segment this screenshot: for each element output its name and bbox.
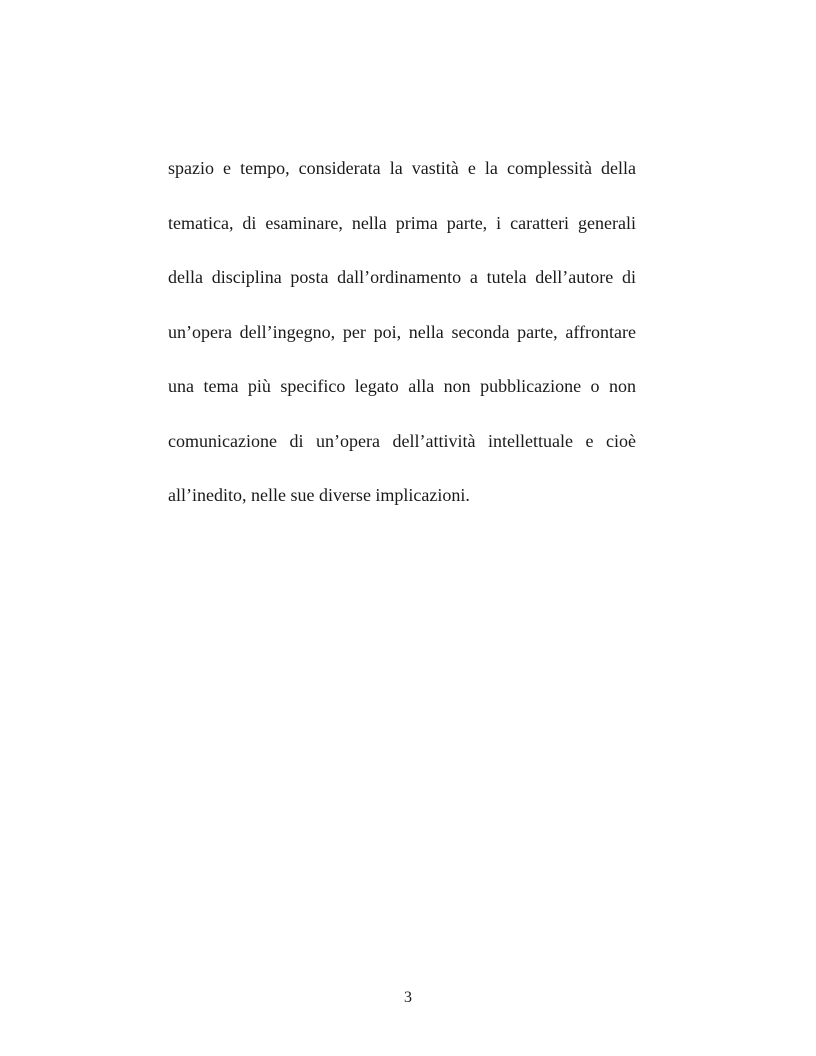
paragraph-line: della disciplina posta dall’ordinamento a tutela dell’autore di	[168, 267, 636, 287]
body-paragraph	[168, 150, 636, 532]
paragraph-line: un’opera dell’ingegno, per poi, nella seconda parte, affrontare	[168, 321, 636, 342]
paragraph-line: comunicazione di un’opera dell’attività intellettuale e cioè	[168, 430, 636, 451]
paragraph-line: spazio e tempo, considerata la vastità e la complessità della	[168, 158, 636, 178]
paragraph-line: all’inedito, nelle sue diverse implicazioni.	[168, 485, 470, 505]
paragraph-line: una tema più specifico legato alla non pubblicazione o non	[168, 376, 636, 396]
page-number: 3	[404, 989, 412, 1006]
paragraph-line: tematica, di esaminare, nella prima parte, i caratteri generali	[168, 212, 636, 233]
